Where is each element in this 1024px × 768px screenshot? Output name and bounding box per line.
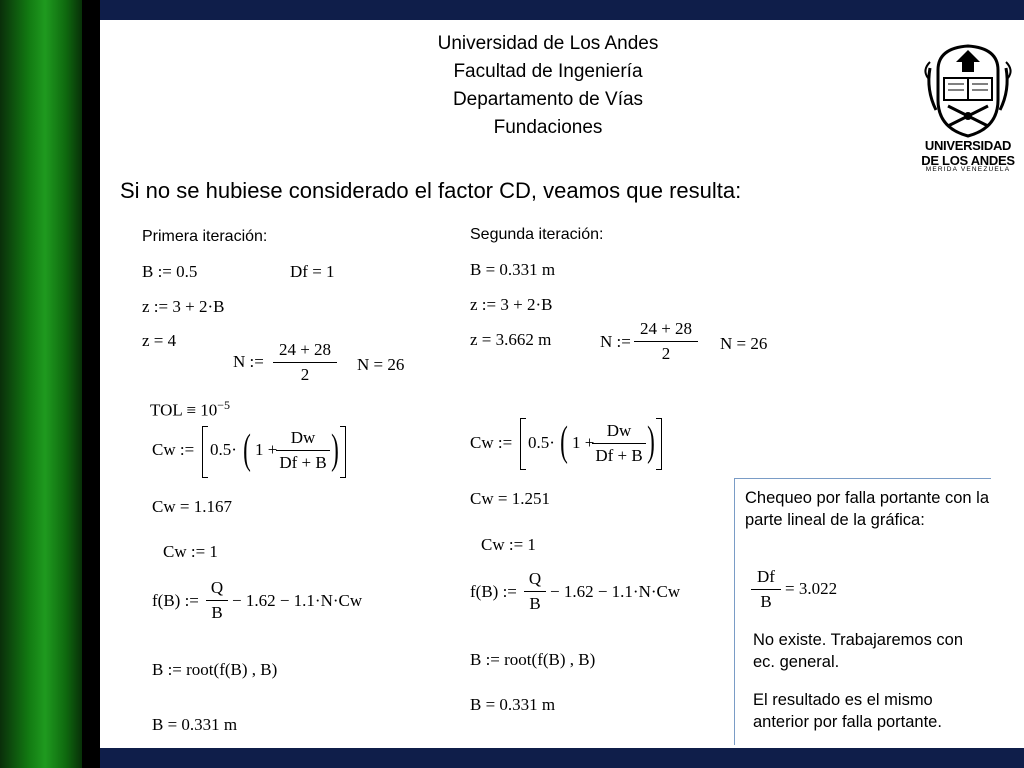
left-black-stripe [82, 0, 100, 768]
second-cw-fraction [592, 421, 646, 466]
first-n-lhs: N := [233, 352, 264, 371]
second-z-value: z = 3.662 m [470, 330, 552, 349]
second-f-bar [524, 591, 546, 592]
first-cw-left-paren: ( [243, 427, 251, 473]
second-f-lhs: f(B) := [470, 582, 517, 601]
check-ratio-value: = 3.022 [785, 579, 838, 598]
second-cw-left-paren: ( [560, 419, 568, 465]
university-seal-icon [918, 40, 1018, 138]
first-root: B := root(f(B) , B) [152, 660, 278, 679]
first-tol-exponent: −5 [217, 398, 230, 412]
top-decorative-band [100, 0, 1024, 20]
first-cw-right-paren: ) [331, 427, 339, 473]
check-ratio-denominator: B [760, 592, 772, 611]
first-cw-bar [276, 450, 330, 451]
first-df-value: Df = 1 [290, 262, 335, 281]
second-cw-coef: 0.5· [528, 433, 555, 452]
second-b-value: B = 0.331 m [470, 260, 556, 279]
second-root: B := root(f(B) , B) [470, 650, 596, 669]
check-note-1: No existe. Trabajaremos con ec. general. [753, 631, 964, 671]
first-n-value: N = 26 [357, 355, 405, 374]
header-course: Fundaciones [493, 117, 603, 138]
second-n-bar [634, 341, 698, 342]
first-cw-left-bracket [202, 426, 208, 478]
first-f-bar [206, 600, 228, 601]
first-f-rest: − 1.62 − 1.1·N·Cw [232, 591, 363, 610]
first-tol: TOL ≡ $10^{-5}$ [150, 398, 230, 420]
second-n-lhs: N := [600, 332, 631, 351]
left-decorative-band [0, 0, 82, 768]
slide-header [380, 30, 716, 142]
check-ratio-fraction [751, 567, 781, 612]
second-cw-lhs: Cw := [470, 433, 513, 452]
first-b-result: B = 0.331 m [152, 715, 238, 734]
header-university: Universidad de Los Andes [437, 33, 659, 54]
second-n-numerator: 24 + 28 [639, 319, 693, 338]
first-cw-denominator: Df + B [279, 453, 327, 472]
first-cw-value: Cw = 1.167 [152, 497, 232, 516]
first-cw-right-bracket [340, 426, 346, 478]
first-cw-reset: Cw := 1 [163, 542, 218, 561]
first-f-fraction [206, 578, 228, 623]
first-cw-numerator: Dw [290, 428, 316, 447]
second-n-value: N = 26 [720, 334, 768, 353]
second-cw-numerator: Dw [606, 421, 632, 440]
bottom-decorative-band [100, 748, 1024, 768]
university-logo [918, 40, 1018, 182]
second-f-numerator: Q [528, 569, 542, 588]
second-cw-reset: Cw := 1 [481, 535, 536, 554]
check-title: Chequeo por falla portante con la parte lineal de la gráfica: [745, 489, 990, 529]
first-z-value: z = 4 [142, 331, 177, 350]
first-f-denominator: B [211, 603, 223, 622]
second-cw-bar [592, 443, 646, 444]
header-faculty: Facultad de Ingeniería [453, 61, 643, 82]
first-iteration-title: Primera iteración: [142, 228, 268, 245]
first-f-numerator: Q [210, 578, 224, 597]
slide-subtitle: Si no se hubiese considerado el factor CD, veamos que resulta: [120, 178, 742, 203]
check-ratio-numerator: Df [757, 567, 775, 586]
first-cw-lhs: Cw := [152, 440, 195, 459]
logo-name: UNIVERSIDAD DE LOS ANDES [921, 138, 1015, 168]
second-z-assign: z := 3 + 2·B [470, 295, 553, 314]
second-cw-denominator: Df + B [595, 446, 643, 465]
second-cw-left-bracket [520, 418, 526, 470]
first-cw-coef: 0.5· [210, 440, 237, 459]
first-b-assign: B := 0.5 [142, 262, 198, 281]
first-n-denominator: 2 [300, 365, 310, 384]
second-n-fraction [634, 319, 698, 364]
second-cw-value: Cw = 1.251 [470, 489, 550, 508]
check-note-2: El resultado es el mismo anterior por falla portante. [753, 691, 942, 731]
first-n-bar [273, 362, 337, 363]
second-f-fraction [524, 569, 546, 614]
second-n-denominator: 2 [661, 344, 671, 363]
first-cw-one: 1 + [255, 440, 278, 459]
header-department: Departamento de Vías [452, 89, 644, 110]
second-f-rest: − 1.62 − 1.1·N·Cw [550, 582, 681, 601]
second-iteration-title: Segunda iteración: [470, 226, 604, 243]
first-n-fraction [273, 340, 337, 385]
second-cw-right-paren: ) [647, 419, 655, 465]
first-n-numerator: 24 + 28 [278, 340, 332, 359]
logo-place: MERIDA VENEZUELA [925, 166, 1011, 173]
second-cw-one: 1 + [572, 433, 595, 452]
first-cw-fraction [276, 428, 330, 473]
first-z-assign: z := 3 + 2·B [142, 297, 225, 316]
check-box [734, 478, 991, 745]
second-f-denominator: B [529, 594, 541, 613]
first-f-lhs: f(B) := [152, 591, 199, 610]
check-ratio-bar [751, 589, 781, 590]
second-cw-right-bracket [656, 418, 662, 470]
second-b-result: B = 0.331 m [470, 695, 556, 714]
